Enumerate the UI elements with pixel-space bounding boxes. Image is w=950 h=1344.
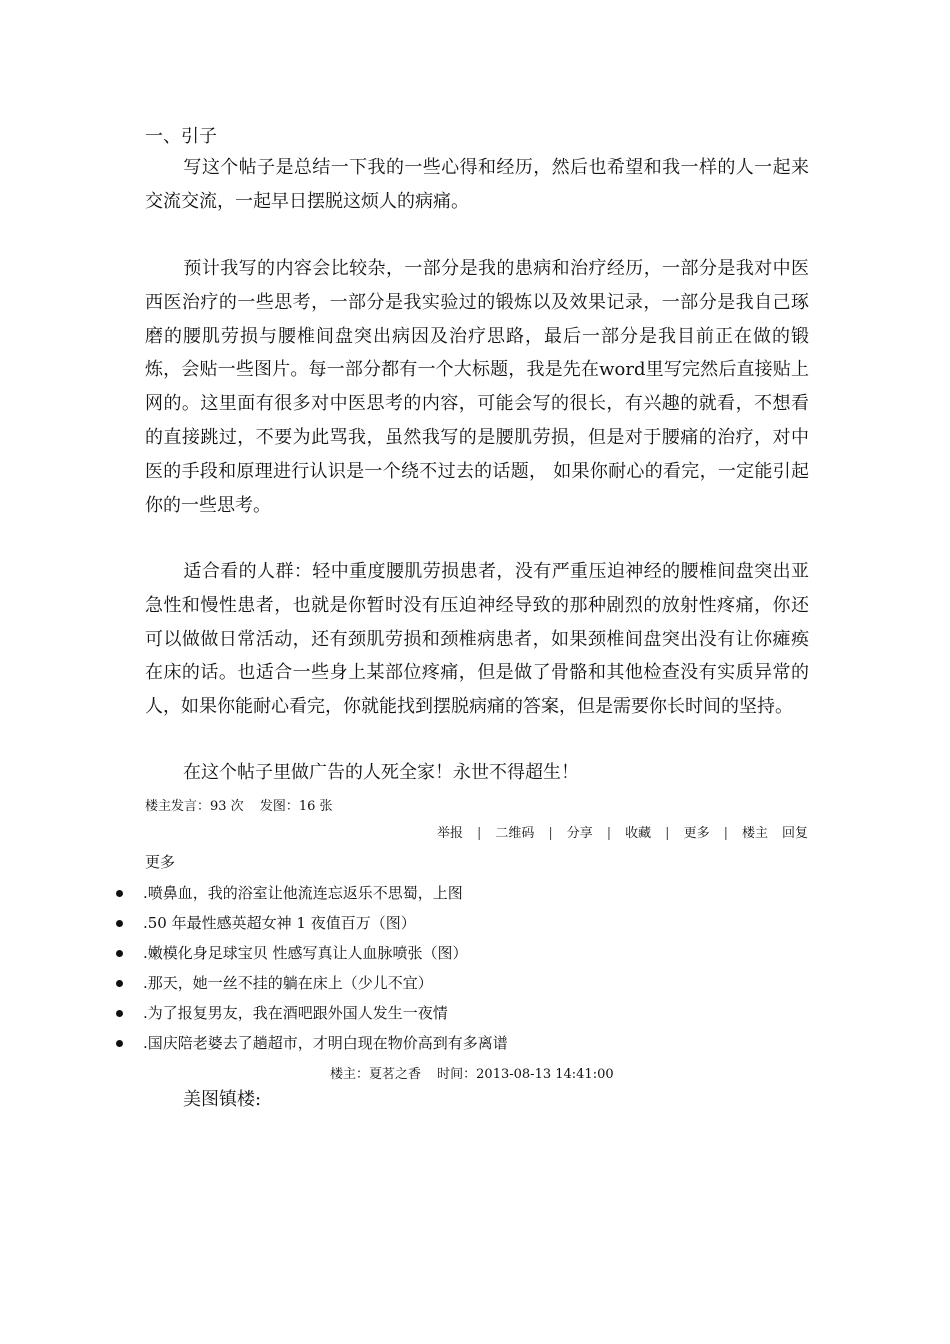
bullet-icon xyxy=(116,950,123,957)
bullet-icon xyxy=(116,1010,123,1017)
post-time: 时间：2013-08-13 14:41:00 xyxy=(437,1067,614,1082)
bullet-icon xyxy=(116,1040,123,1047)
list-item[interactable] xyxy=(113,1028,508,1058)
related-link-text: .嫩模化身足球宝贝 性感写真让人血脉喷张（图） xyxy=(143,944,468,962)
more-link[interactable]: 更多 xyxy=(145,853,176,871)
bullet-icon xyxy=(116,980,123,987)
favorite-link[interactable]: 收藏 xyxy=(625,826,652,841)
intro-text: 写这个帖子是总结一下我的一些心得和经历，然后也希望和我一样的人一起来交流交流，一起早日摆脱这烦人的病痛。 xyxy=(145,157,809,212)
intro-paragraph xyxy=(145,151,809,219)
action-divider: | xyxy=(548,826,553,841)
section-heading: 一、引子 xyxy=(145,126,217,147)
qr-code-link[interactable]: 二维码 xyxy=(495,826,535,841)
image-count: 发图：16 张 xyxy=(259,799,333,814)
author-label: 楼主：夏茗之香 xyxy=(330,1067,422,1082)
action-divider: | xyxy=(606,826,612,841)
list-item[interactable] xyxy=(113,878,508,908)
post-footer xyxy=(330,1063,614,1082)
bullet-icon xyxy=(116,890,123,897)
list-item[interactable] xyxy=(113,938,508,968)
more-actions-link[interactable]: 更多 xyxy=(683,826,710,841)
audience-paragraph xyxy=(145,555,809,724)
related-links-list xyxy=(113,878,508,1058)
action-divider: | xyxy=(665,826,670,841)
related-link-text: .那天，她一丝不挂的躺在床上（少儿不宜） xyxy=(143,974,433,992)
audience-text: 适合看的人群：轻中重度腰肌劳损患者，没有严重压迫神经的腰椎间盘突出亚急性和慢性患者，也就是你暂时没有压迫神经导致的那种剧烈的放射性疼痛，你还可以做做日常活动，还有颈肌劳损和颈椎病患者，如果颈椎间盘突出没有让你瘫痪在床的话。也适合一些身上某部位疼痛，但是做了骨骼和其他检查没有实质异常的人，如果你能耐心看完，你就能找到摆脱病痛的答案，但是需要你长时间的坚持。 xyxy=(145,561,809,718)
action-divider: | xyxy=(476,826,482,841)
share-link[interactable]: 分享 xyxy=(566,826,593,841)
related-link-text: .国庆陪老婆去了趟超市，才明白现在物价高到有多离谱 xyxy=(143,1034,508,1052)
post-count: 楼主发言：93 次 xyxy=(145,799,244,814)
list-item[interactable] xyxy=(113,968,508,998)
poster-stats xyxy=(145,795,333,814)
poster-link[interactable]: 楼主 xyxy=(741,826,768,841)
post-action-bar xyxy=(437,822,808,841)
list-item[interactable] xyxy=(113,998,508,1028)
report-link[interactable]: 举报 xyxy=(436,826,463,841)
content-plan-text: 预计我写的内容会比较杂，一部分是我的患病和治疗经历，一部分是我对中医西医治疗的一些思考，一部分是我实验过的锻炼以及效果记录，一部分是我自己琢磨的腰肌劳损与腰椎间盘突出病因及治疗思路，最后一部分是我目前正在做的锻炼，会贴一些图片。每一部分都有一个大标题，我是先在word里写完然后直接贴上网的。这里面有很多对中医思考的内容，可能会写的很长，有兴趣的就看，不想看的直接跳过，不要为此骂我，虽然我写的是腰肌劳损，但是对于腰痛的治疗，对中医的手段和原理进行认识是一个绕不过去的话题， 如果你耐心的看完，一定能引起你的一些思考。 xyxy=(145,258,809,516)
content-plan-paragraph xyxy=(145,252,809,522)
related-link-text: .50 年最性感英超女神 1 夜值百万（图） xyxy=(143,914,416,932)
related-link-text: .为了报复男友，我在酒吧跟外国人发生一夜情 xyxy=(143,1004,448,1022)
list-item[interactable] xyxy=(113,908,508,938)
action-divider: | xyxy=(723,826,728,841)
reply-link[interactable]: 回复 xyxy=(781,826,808,841)
warning-paragraph: 在这个帖子里做广告的人死全家！永世不得超生！ xyxy=(183,762,579,783)
bullet-icon xyxy=(116,920,123,927)
related-link-text: .喷鼻血，我的浴室让他流连忘返乐不思蜀，上图 xyxy=(143,884,463,902)
closing-text: 美图镇楼: xyxy=(183,1089,262,1110)
